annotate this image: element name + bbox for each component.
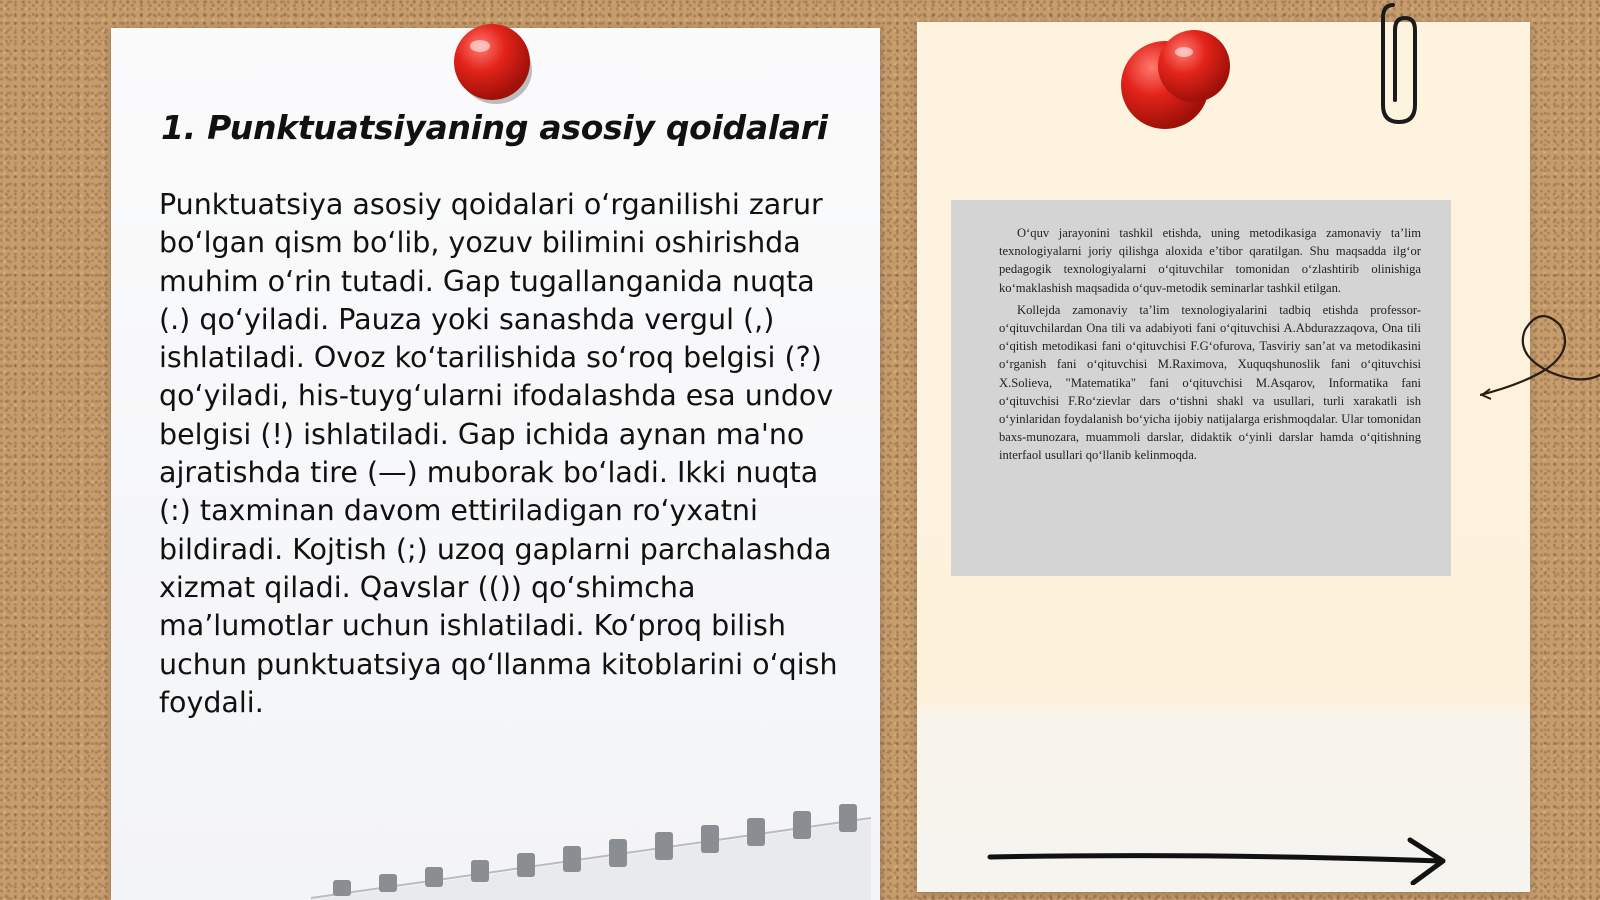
arrow-right-icon	[985, 835, 1455, 885]
paperclip-icon	[1375, 0, 1425, 130]
scanned-text-box	[951, 200, 1451, 576]
slide-body-text: Punktuatsiya asosiy qoidalari o‘rganilishi zarur bo‘lgan qism bo‘lib, yozuv bilimini oshirishda muhim o‘rin tutadi. Gap tugallanganida nuqta (.) qo‘yiladi. Pauza yoki sanashda vergul (,) ishlatiladi. Ovoz ko‘tarilishida so‘roq belgisi (?) qo‘yiladi, his-tuyg‘ularni ifodalashda esa undov belgisi (!) ishlatiladi. Gap ichida aynan ma'no ajratishda tire (—) muborak bo‘ladi. Ikki nuqta (:) taxminan davom ettiriladigan ro‘yxatni bildiradi. Kojtish (;) uzoq gaplarni parchalashda xizmat qiladi. Qavslar (()) qo‘shimcha ma’lumotlar uchun ishlatiladi. Ko‘proq bilish uchun punktuatsiya qo‘llanma kitoblarini o‘qish foydali.	[159, 188, 838, 719]
scanned-paragraph-1: O‘quv jarayonini tashkil etishda, uning metodikasiga zamonaviy ta’lim texnologiyalarni joriy qilishga aloxida e’tibor qaratilgan. Shu maqsadda ilg‘or pedagogik texnologiyalarni o‘qituvchilar tomonidan o‘zlashtirib olinishiga ko‘maklashish maqsadida o‘quv-metodik seminarlar tashkil etilgan.	[999, 226, 1421, 295]
push-pin-icon	[450, 20, 536, 106]
scanned-paragraph-2: Kollejda zamonaviy ta’lim texnologiyalarini tadbiq etishda professor-o‘qituvchilardan Ona tili va adabiyoti fani o‘qituvchisi A.Abdurazzaqova, Ona tili o‘qitish metodikasi fani o‘qituvchisi F.G‘ofurova, Tasviriy san’at va metodikasini o‘rganish fani o‘qituvchisi M.Raximova, Xuquqshunoslik fani o‘qituvchisi X.Solieva, "Matematika" fani o‘qituvchisi M.Asqarov, Informatika fani o‘qituvchisi F.Ro‘zievlar dars o‘tishni shakl va usullari, turli xarakatli ish o‘yinlaridan foydalanish bo‘yicha ijobiy natijalarga erishmoqdalar. Ular tomonidan baxs-munozara, muammoli darslar, didaktik o‘yinli darslar hamda o‘qitishning interfaol usullari qo‘llanib kelinmoqda.	[999, 302, 1421, 463]
left-note-paper	[111, 28, 880, 900]
torn-spiral-edge	[311, 780, 871, 900]
string-loop-icon	[1480, 300, 1600, 420]
slide-heading: 1. Punktuatsiyaning asosiy qoidalari	[161, 108, 828, 147]
right-note-paper	[917, 22, 1530, 892]
push-pin-icon	[1118, 30, 1238, 135]
